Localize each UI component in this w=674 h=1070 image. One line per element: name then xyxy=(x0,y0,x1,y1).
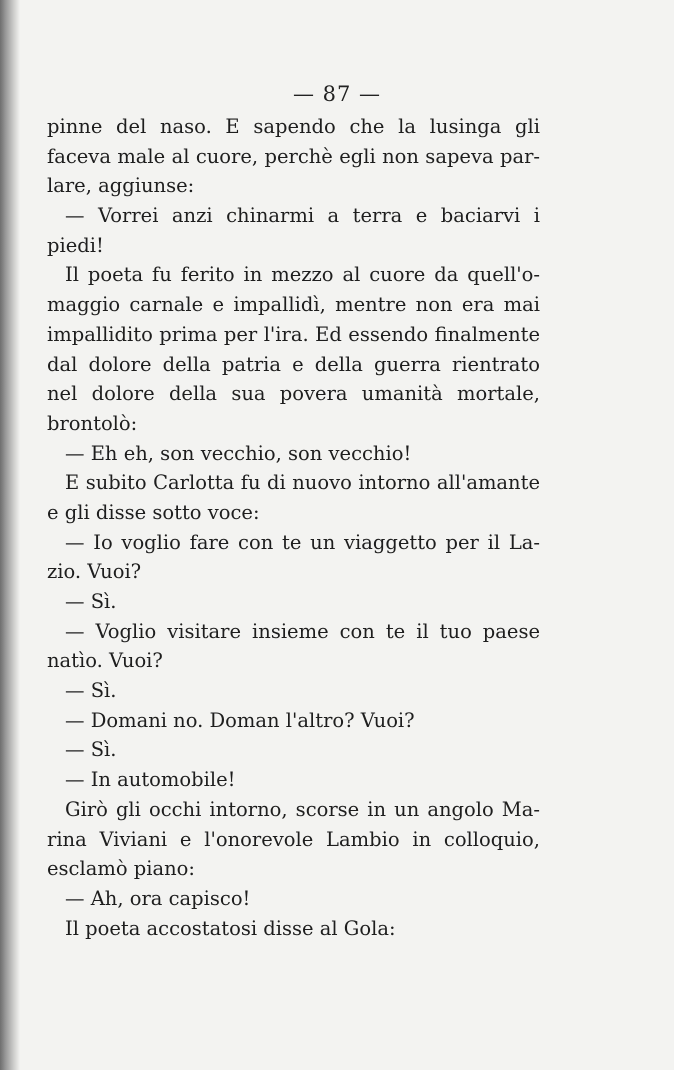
text-line: — Sì. xyxy=(65,590,117,613)
text-line: Il poeta fu ferito in mezzo al cuore da quell'o- xyxy=(65,263,540,287)
text-line: impallidito prima per l'ira. Ed essendo finalmente xyxy=(47,322,540,346)
text-line: lare, aggiunse: xyxy=(47,174,195,198)
text-line: faceva male al cuore, perchè egli non sapeva par- xyxy=(47,144,540,168)
text-line: nel dolore della sua povera umanità mortale, xyxy=(47,382,540,406)
text-line: esclamò piano: xyxy=(47,857,195,881)
page-number: — 87 — xyxy=(292,82,382,106)
text-line: maggio carnale e impallidì, mentre non era mai xyxy=(47,293,540,317)
text-line: — Ah, ora capisco! xyxy=(65,886,251,910)
page-spine-shadow xyxy=(0,0,20,1070)
body-text xyxy=(47,112,540,943)
text-line: — Sì. xyxy=(65,738,117,762)
text-line: brontolò: xyxy=(47,411,138,435)
text-line: — Vorrei anzi chinarmi a terra e baciarvi i xyxy=(65,204,540,228)
text-line: — Sì. xyxy=(65,679,117,703)
text-line: e gli disse sotto voce: xyxy=(47,500,260,524)
text-line: zio. Vuoi? xyxy=(47,560,142,584)
text-line: E subito Carlotta fu di nuovo intorno all'amante xyxy=(65,471,540,495)
text-line: piedi! xyxy=(47,233,104,257)
text-line: — Voglio visitare insieme con te il tuo paese xyxy=(65,619,540,643)
text-line: Girò gli occhi intorno, scorse in un angolo Ma- xyxy=(65,797,540,821)
text-line: — Domani no. Doman l'altro? Vuoi? xyxy=(65,708,415,732)
text-line: — Io voglio fare con te un viaggetto per il La- xyxy=(65,530,540,554)
text-line: rina Viviani e l'onorevole Lambio in colloquio, xyxy=(47,827,540,851)
text-line: — Eh eh, son vecchio, son vecchio! xyxy=(65,441,412,465)
text-line: Il poeta accostatosi disse al Gola: xyxy=(65,916,396,940)
text-line: pinne del naso. E sapendo che la lusinga gli xyxy=(47,115,540,138)
text-line: — In automobile! xyxy=(65,768,236,792)
text-line: dal dolore della patria e della guerra rientrato xyxy=(47,352,540,376)
text-line: natìo. Vuoi? xyxy=(47,649,163,673)
